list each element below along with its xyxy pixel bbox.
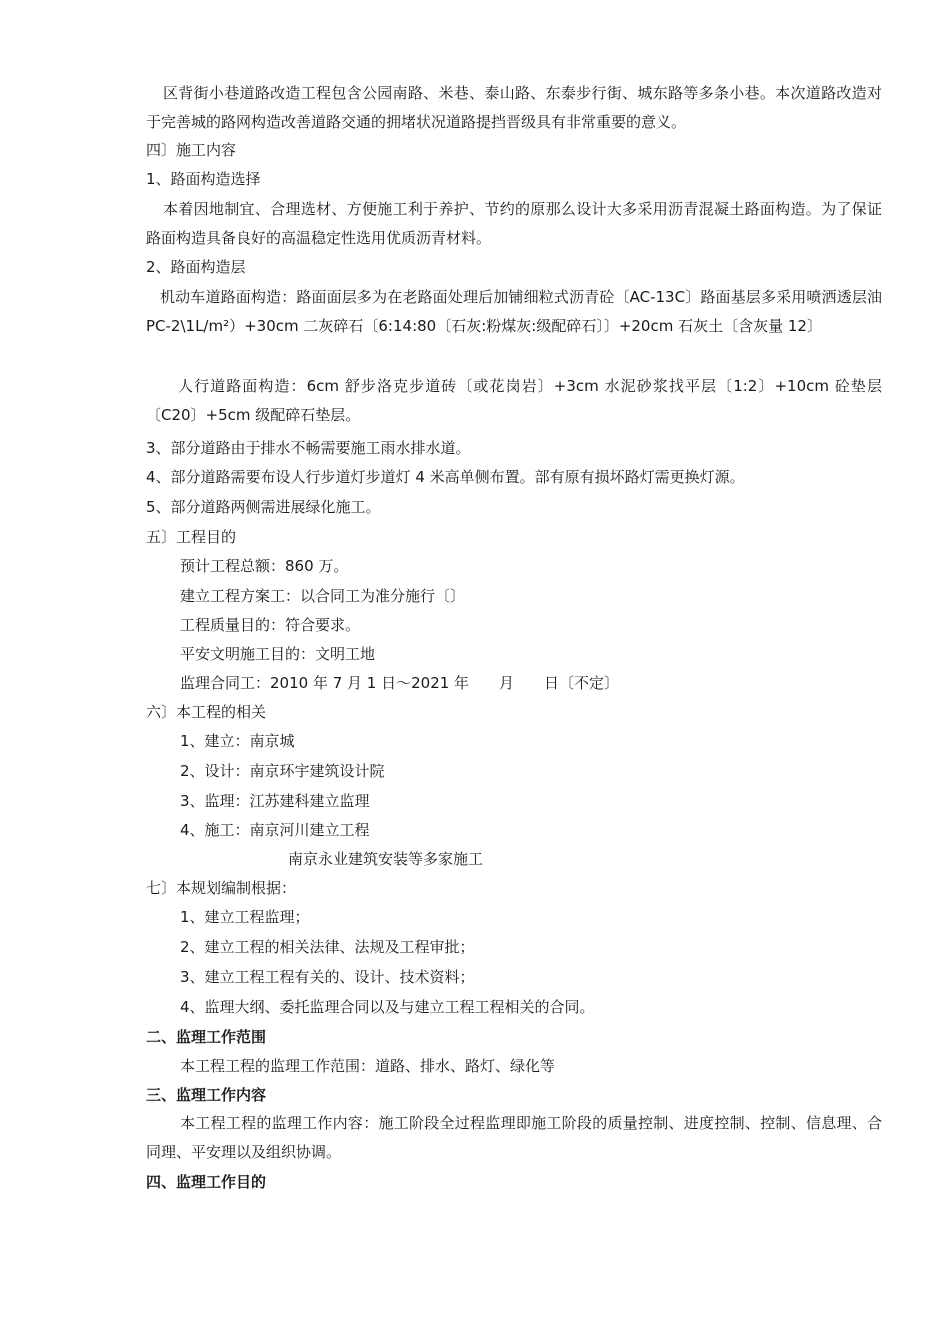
- party-owner: 1、建立：南京城: [180, 732, 295, 750]
- heading-goal: 四、监理工作目的: [146, 1173, 267, 1191]
- item-2-paragraph-2: 人行道路面构造：6cm 舒步洛克步道砖〔或花岗岩〕+3cm 水泥砂浆找平层〔1:2〕+10cm 砼垫层〔C20〕+5cm 级配碎石垫层。: [146, 377, 882, 424]
- item-2-heading: 2、路面构造层: [146, 258, 246, 276]
- basis-1: 1、建立工程监理；: [180, 908, 310, 926]
- section-6-heading: 六〕本工程的相关: [146, 703, 267, 721]
- section-7-heading: 七〕本规划编制根据：: [146, 879, 297, 897]
- heading-scope: 二、监理工作范围: [146, 1028, 267, 1046]
- party-designer: 2、设计：南京环宇建筑设计院: [180, 762, 385, 780]
- item-2-paragraph: 机动车道路面构造：路面面层多为在老路面处理后加铺细粒式沥青砼〔AC-13C〕路面基层多采用喷洒透层油 PC-2\1L/m²）+30cm 二灰碎石〔6:14:80〔石灰:粉煤灰:级配碎石〕〕+20cm 石灰土〔含灰量 12〕: [146, 288, 882, 335]
- section-4-heading: 四〕施工内容: [146, 141, 237, 159]
- basis-3: 3、建立工程工程有关的、设计、技术资料；: [180, 968, 475, 986]
- item-4: 4、部分道路需要布设人行步道灯步道灯 4 米高单侧布置。部有原有损坏路灯需更换灯源。: [146, 468, 745, 486]
- intro-paragraph: 区背街小巷道路改造工程包含公园南路、米巷、泰山路、东泰步行街、城东路等多条小巷。本次道路改造对于完善城的路网构造改善道路交通的拥堵状况道路提挡晋级具有非常重要的意义。: [146, 84, 882, 131]
- goal-safety: 平安文明施工目的：文明工地: [180, 645, 376, 663]
- goal-total: 预计工程总额：860 万。: [180, 557, 349, 575]
- item-3: 3、部分道路由于排水不畅需要施工雨水排水道。: [146, 439, 471, 457]
- heading-content: 三、监理工作内容: [146, 1086, 267, 1104]
- basis-4: 4、监理大纲、委托监理合同以及与建立工程工程相关的合同。: [180, 998, 595, 1016]
- item-1-paragraph: 本着因地制宜、合理选材、方便施工利于养护、节约的原那么设计大多采用沥青混凝土路面构造。为了保证路面构造具备良好的高温稳定性选用优质沥青材料。: [146, 200, 882, 247]
- item-5: 5、部分道路两侧需进展绿化施工。: [146, 498, 381, 516]
- goal-contract: 监理合同工：2010 年 7 月 1 日～2021 年 月 日〔不定〕: [180, 674, 620, 692]
- goal-quality: 工程质量目的：符合要求。: [180, 616, 361, 634]
- party-contractor: 4、施工：南京河川建立工程: [180, 821, 370, 839]
- section-5-heading: 五〕工程目的: [146, 528, 237, 546]
- content-paragraph: 本工程工程的监理工作内容：施工阶段全过程监理即施工阶段的质量控制、进度控制、控制、信息理、合同理、平安理以及组织协调。: [146, 1114, 882, 1161]
- party-contractor-2: 南京永业建筑安装等多家施工: [288, 850, 484, 868]
- party-supervisor: 3、监理：江苏建科建立监理: [180, 792, 370, 810]
- item-1-heading: 1、路面构造选择: [146, 170, 261, 188]
- basis-2: 2、建立工程的相关法律、法规及工程审批；: [180, 938, 475, 956]
- scope-paragraph: 本工程工程的监理工作范围：道路、排水、路灯、绿化等: [180, 1057, 556, 1075]
- goal-schedule: 建立工程方案工：以合同工为准分施行〔〕: [180, 587, 466, 605]
